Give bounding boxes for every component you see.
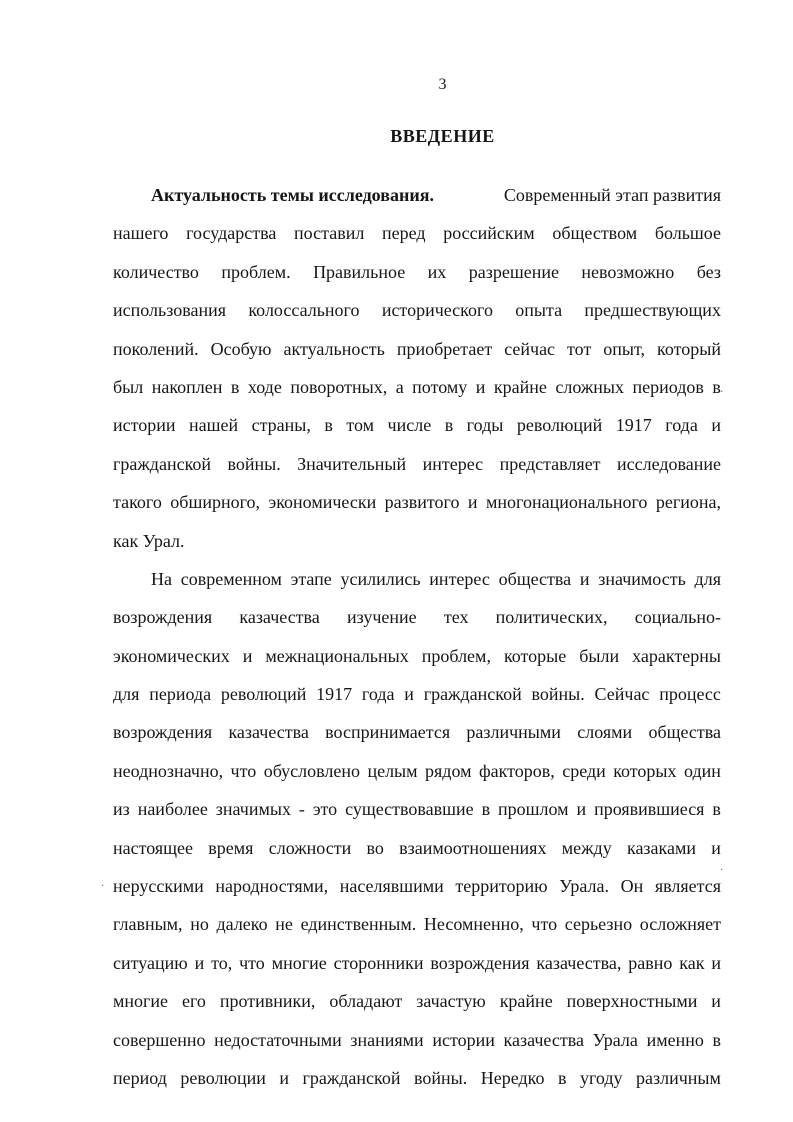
word: среди [562,760,606,781]
paragraph-2-line-14 [113,1059,721,1097]
word: слоями [577,722,633,743]
word: разрешение [468,261,559,282]
word: казачества [503,1029,584,1050]
word: усилились [340,568,421,589]
word: социально- [634,607,721,628]
word: истории [432,1029,495,1050]
word: использования [113,300,227,321]
paragraph-2-line-13 [113,1021,721,1059]
word: исследование [616,453,721,474]
paragraph-1-line-10 [113,522,721,560]
paragraph-1-line-3 [113,253,721,291]
word: казачества, [536,952,622,973]
word: сейчас [504,338,556,359]
word: именно [646,1029,704,1050]
word: и [711,837,721,858]
paragraph-2-line-12 [113,982,721,1020]
word: общества [498,568,572,589]
word: в [230,376,240,397]
word: политических, [495,607,608,628]
word: потому [412,376,468,397]
paragraph-1-line-6 [113,368,724,406]
word: общества [648,722,721,743]
word: значимых [215,799,291,820]
word: года [361,684,395,705]
word: его [181,991,206,1012]
word: опыт, [603,338,646,359]
word: без [696,261,721,282]
word: целым [367,760,418,781]
word: проблем, [421,645,491,666]
word: нашей [189,415,239,436]
word: рядом [425,760,472,781]
word: представляет [499,453,601,474]
word: были [579,645,620,666]
lead-phrase: Актуальность темы исследования. [151,185,434,205]
word: далеко [216,914,268,935]
word: тех [443,607,469,628]
word: которые [503,645,567,666]
word: настоящее [113,837,194,858]
word: исторического [381,300,493,321]
word: совершенно [113,1029,206,1050]
word: сторонники [333,952,424,973]
word: возрождения [113,722,213,743]
word: для [694,568,721,589]
word: казачества [239,607,320,628]
word: проявившиеся [594,799,705,820]
word: сложных [555,376,625,397]
word: факторов, [478,760,555,781]
word: государства [186,223,277,244]
word: и [711,952,721,973]
word: и [475,376,486,397]
word: между [561,837,612,858]
scan-speck: · [720,387,724,398]
word: и [404,684,414,705]
word: революций [516,415,603,436]
word: Урала. [559,876,609,897]
word: межнациональных [265,645,409,666]
word: революции [180,1067,266,1088]
word: равно [628,952,673,973]
word: опыта [515,300,563,321]
word: поколений. [113,338,199,359]
word: в [712,1029,721,1050]
word: единственным. [300,914,417,935]
word: войны. [227,453,281,474]
paragraph-2-line-8 [113,829,721,867]
word: и [711,415,721,436]
body-text [113,176,724,1097]
paragraph-2-line-3 [113,637,721,675]
word: многие [113,991,169,1012]
word: из [113,799,130,820]
word: гражданской [113,453,212,474]
word: годы [466,415,504,436]
word: многонационального [486,492,648,513]
word: который [657,338,721,359]
word: главным, [113,914,183,935]
word: взаимоотношениях [399,837,547,858]
word: региона, [655,492,721,513]
word: обусловлено [263,760,360,781]
word: интерес [422,453,484,474]
paragraph-1-line-1 [113,176,721,214]
word: характерны [632,645,721,666]
word: Несомненно, [423,914,524,935]
word: поверхностными [566,991,698,1012]
word: наиболее [137,799,208,820]
word: народностями, [215,876,329,897]
word: сложности [268,837,352,858]
word: один [683,760,721,781]
word: Правильное [313,261,406,282]
word: их [427,261,447,282]
word: страны, [251,415,311,436]
word: казаками [626,837,697,858]
word: нерусскими [113,876,204,897]
word: развитого [384,492,460,513]
word: революций [220,684,307,705]
word: противники, [219,991,316,1012]
word: это [312,799,338,820]
word: ходе [247,376,282,397]
word: в [712,376,721,397]
word: в [712,799,721,820]
word: 1917 [316,684,353,705]
word: накоплен [151,376,223,397]
paragraph-2-line-11 [113,944,721,982]
word: населявшими [339,876,444,897]
word: периода [149,684,212,705]
word: года [665,415,698,436]
word: На [151,568,172,589]
word: Нередко [480,1067,545,1088]
paragraph-1-line-4 [113,291,721,329]
word: возрождения [430,952,530,973]
word: угоду [579,1067,623,1088]
word: существовавшие [345,799,474,820]
paragraph-2-line-5 [113,713,721,751]
word: экономических [113,645,230,666]
word: что [239,952,265,973]
word: недостаточными [214,1029,342,1050]
word: Значительный [297,453,407,474]
word: актуальность [283,338,385,359]
word: тот [567,338,592,359]
word: Он [620,876,644,897]
word: и [579,568,590,589]
word: и [711,991,721,1012]
word: зачастую [416,991,486,1012]
word: и [242,645,253,666]
word: перед [382,223,426,244]
paragraph-1-line-5 [113,330,721,368]
word: Особую [210,338,272,359]
word: период [113,1067,167,1088]
word: истории [113,415,176,436]
word: Урала [592,1029,638,1050]
word: казачества [228,722,309,743]
word: проблем. [221,261,291,282]
word: для [113,684,140,705]
word: большое [654,223,721,244]
word: в [444,415,454,436]
word: значимость [598,568,686,589]
word: Сейчас [594,684,650,705]
word: в [324,415,333,436]
text-line: Современный этап развития [503,185,721,205]
section-heading: ВВЕДЕНИЕ [390,126,495,146]
word: территорию [455,876,548,897]
word: экономически [268,492,377,513]
word: поворотных, [290,376,388,397]
text-line: как Урал. [113,530,185,551]
paragraph-2-line-9 [113,865,724,905]
word: серьезно [564,914,633,935]
word: неоднозначно, [113,760,224,781]
word: и [279,1067,289,1088]
paragraph-2-line-7 [113,790,721,828]
word: поставил [294,223,365,244]
word: обширного, [170,492,261,513]
word: которых [613,760,677,781]
word: крайне [493,376,547,397]
word: что [230,760,257,781]
paragraph-1-line-8 [113,445,721,483]
word: процесс [659,684,721,705]
word: осложняет [639,914,721,935]
word: числе [387,415,432,436]
word: то, [211,952,233,973]
word: войны. [531,684,585,705]
word: что [531,914,558,935]
word: 1917 [615,415,652,436]
word: как [679,952,705,973]
word: гражданской [302,1067,401,1088]
paragraph-2-line-10 [113,905,721,943]
paragraph-1-line-2 [113,214,721,252]
word: обладают [329,991,403,1012]
word: войны. [414,1067,468,1088]
paragraph-2-line-4 [113,675,721,713]
word: невозможно [581,261,675,282]
word: время [208,837,254,858]
word: воспринимается [325,722,451,743]
word: современном [180,568,282,589]
scan-speck: · [720,865,724,876]
word: был [113,376,144,397]
paragraph-2-line-6 [113,752,721,790]
word: количество [113,261,199,282]
word: гражданской [423,684,522,705]
word: этапе [290,568,332,589]
word: многие [271,952,327,973]
word: и [576,799,587,820]
word: интерес [429,568,490,589]
word: не [275,914,293,935]
page-number: 3 [438,76,447,93]
word: - [298,799,305,820]
word: в [557,1067,567,1088]
scan-speck: · [101,881,105,892]
word: ситуацию [113,952,188,973]
word: различными [466,722,561,743]
word: периодов [632,376,704,397]
paragraph-2-line-2 [113,598,721,636]
word: предшествующих [584,300,721,321]
word: является [654,876,721,897]
word: и [194,952,205,973]
word: знаниями [350,1029,424,1050]
word: различным [636,1067,721,1088]
word: такого [113,492,162,513]
word: нашего [113,223,169,244]
word: российским [443,223,535,244]
word: изучение [346,607,417,628]
word: крайне [499,991,553,1012]
word: и [467,492,478,513]
word: а [395,376,404,397]
word: во [366,837,384,858]
word: но [190,914,209,935]
word: том [346,415,375,436]
word: колоссального [248,300,360,321]
paragraph-1-line-9 [113,483,721,521]
word: обществом [552,223,638,244]
word: приобретает [396,338,493,359]
word: прошлом [498,799,569,820]
paragraph-2-line-1 [113,560,721,598]
word: возрождения [113,607,213,628]
paragraph-1-line-7 [113,406,721,444]
word: в [481,799,491,820]
